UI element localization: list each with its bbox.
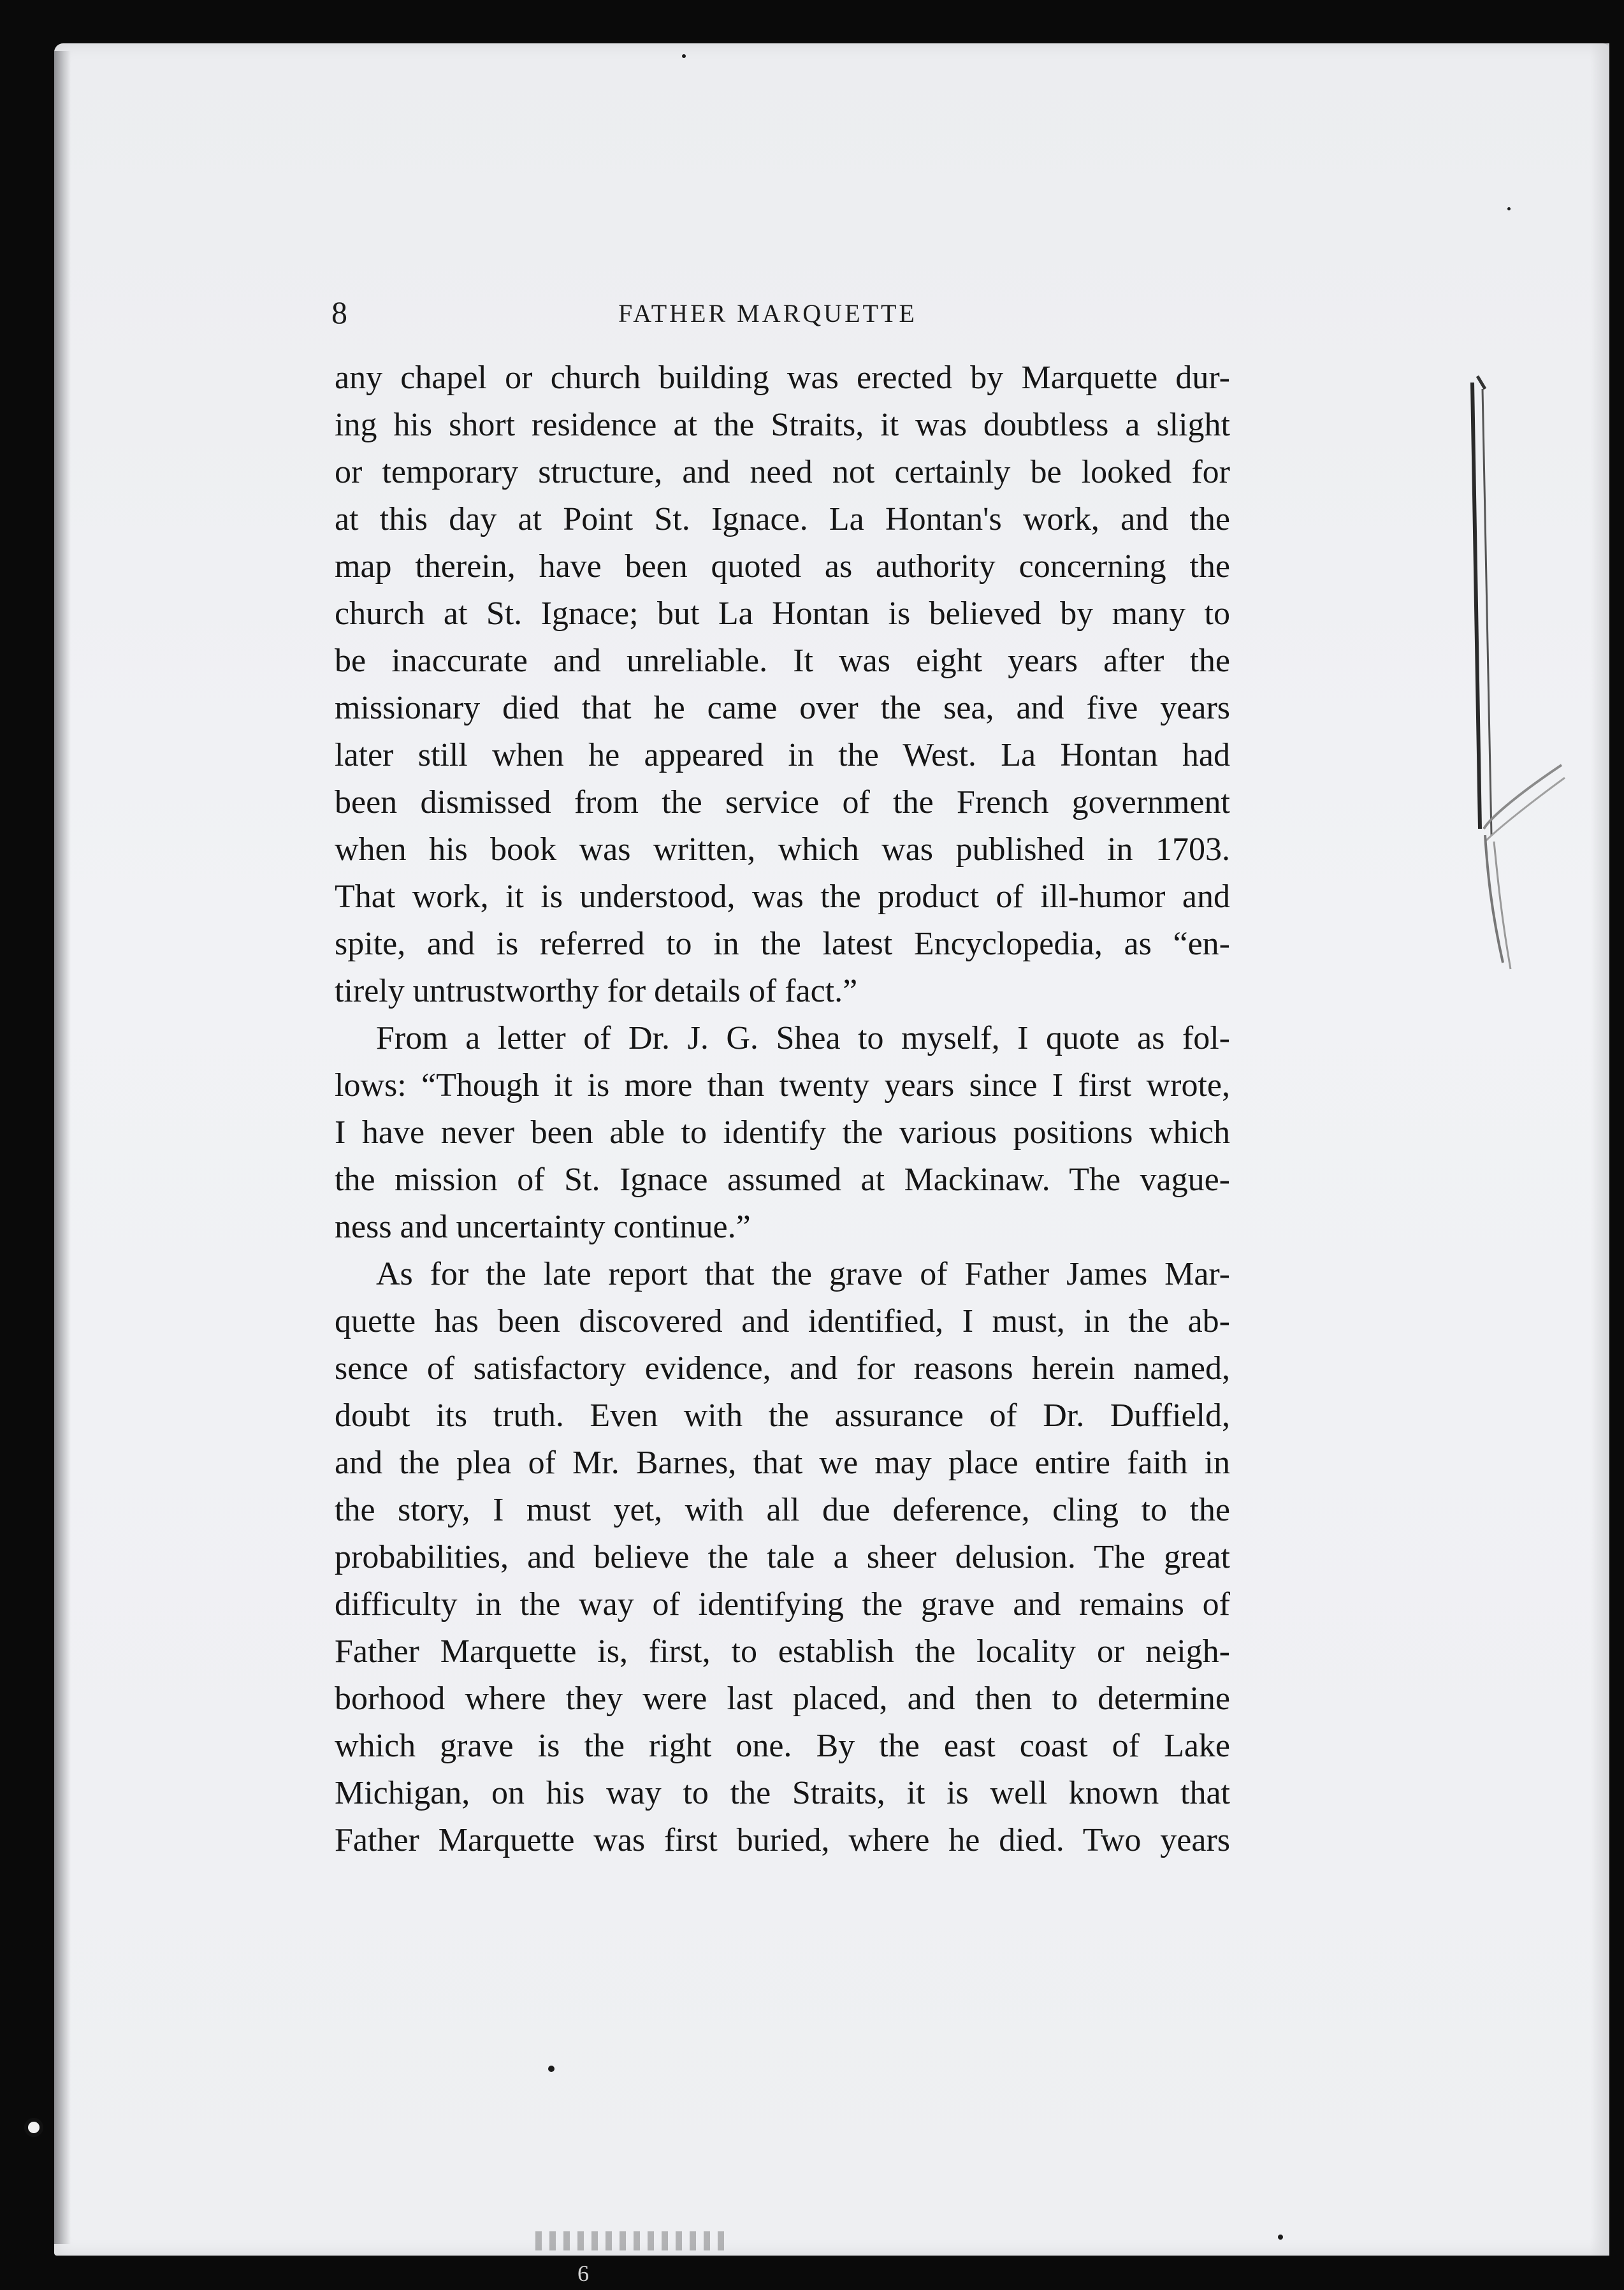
text-line: Father Marquette is, first, to establish the locality or neigh- — [335, 1633, 1230, 1670]
text-line: Father Marquette was first buried, where he died. Two years — [335, 1822, 1230, 1858]
text-line: That work, it is understood, was the product of ill-humor and — [335, 879, 1230, 915]
running-title: FATHER MARQUETTE — [618, 299, 917, 328]
text-line: missionary died that he came over the sea, and five years — [335, 690, 1230, 726]
text-line: later still when he appeared in the West. La Hontan had — [335, 737, 1230, 773]
text-line: spite, and is referred to in the latest Encyclopedia, as “en- — [335, 926, 1230, 962]
text-line: difficulty in the way of identifying the grave and remains of — [335, 1586, 1230, 1623]
page-number: 8 — [331, 295, 347, 330]
stray-glyph: 6 — [577, 2261, 589, 2286]
text-line: and the plea of Mr. Barnes, that we may place entire faith in — [335, 1445, 1230, 1481]
bottom-edge-marks — [535, 2231, 727, 2250]
text-line: at this day at Point St. Ignace. La Hontan's work, and the — [335, 501, 1230, 537]
text-line: be inaccurate and unreliable. It was eight years after the — [335, 643, 1230, 679]
text-line: tirely untrustworthy for details of fact.” — [335, 973, 858, 1009]
speck — [548, 2066, 555, 2072]
text-line: ness and uncertainty continue.” — [335, 1209, 751, 1245]
text-line: quette has been discovered and identified, I must, in the ab- — [335, 1303, 1230, 1339]
speck — [1507, 207, 1511, 210]
text-line: church at St. Ignace; but La Hontan is believed by many to — [335, 595, 1230, 632]
text-line: map therein, have been quoted as authority concerning the — [335, 548, 1230, 585]
text-line: which grave is the right one. By the east coast of Lake — [335, 1728, 1230, 1764]
text-line: doubt its truth. Even with the assurance of Dr. Duffield, — [335, 1397, 1230, 1434]
text-line: or temporary structure, and need not certainly be looked for — [335, 454, 1230, 490]
speck — [682, 54, 686, 58]
text-line: the mission of St. Ignace assumed at Mackinaw. The vague- — [335, 1162, 1230, 1198]
body-text — [335, 354, 1230, 1864]
text-line: the story, I must yet, with all due deference, cling to the — [335, 1492, 1230, 1528]
margin-mark-icon — [24, 2118, 43, 2137]
running-header — [331, 290, 937, 335]
text-line: Michigan, on his way to the Straits, it is well known that — [335, 1775, 1230, 1811]
text-line: probabilities, and believe the tale a sheer delusion. The great — [335, 1539, 1230, 1575]
text-line: From a letter of Dr. J. G. Shea to myself, I quote as fol- — [376, 1020, 1230, 1056]
text-line: I have never been able to identify the various positions which — [335, 1114, 1230, 1151]
text-line: lows: “Though it is more than twenty years since I first wrote, — [335, 1067, 1230, 1104]
text-line: ing his short residence at the Straits, it was doubtless a slight — [335, 407, 1230, 443]
speck — [1278, 2235, 1283, 2240]
text-line: any chapel or church building was erected by Marquette dur- — [335, 360, 1230, 396]
text-line: when his book was written, which was published in 1703. — [335, 831, 1230, 868]
text-line: As for the late report that the grave of Father James Mar- — [376, 1256, 1230, 1292]
page-left-edge — [54, 51, 71, 2244]
text-line: been dismissed from the service of the French government — [335, 784, 1230, 820]
text-line: sence of satisfactory evidence, and for reasons herein named, — [335, 1350, 1230, 1387]
text-line: borhood where they were last placed, and then to determine — [335, 1681, 1230, 1717]
binding-thread-image — [1466, 370, 1568, 1020]
page-right-edge — [1590, 43, 1609, 2256]
